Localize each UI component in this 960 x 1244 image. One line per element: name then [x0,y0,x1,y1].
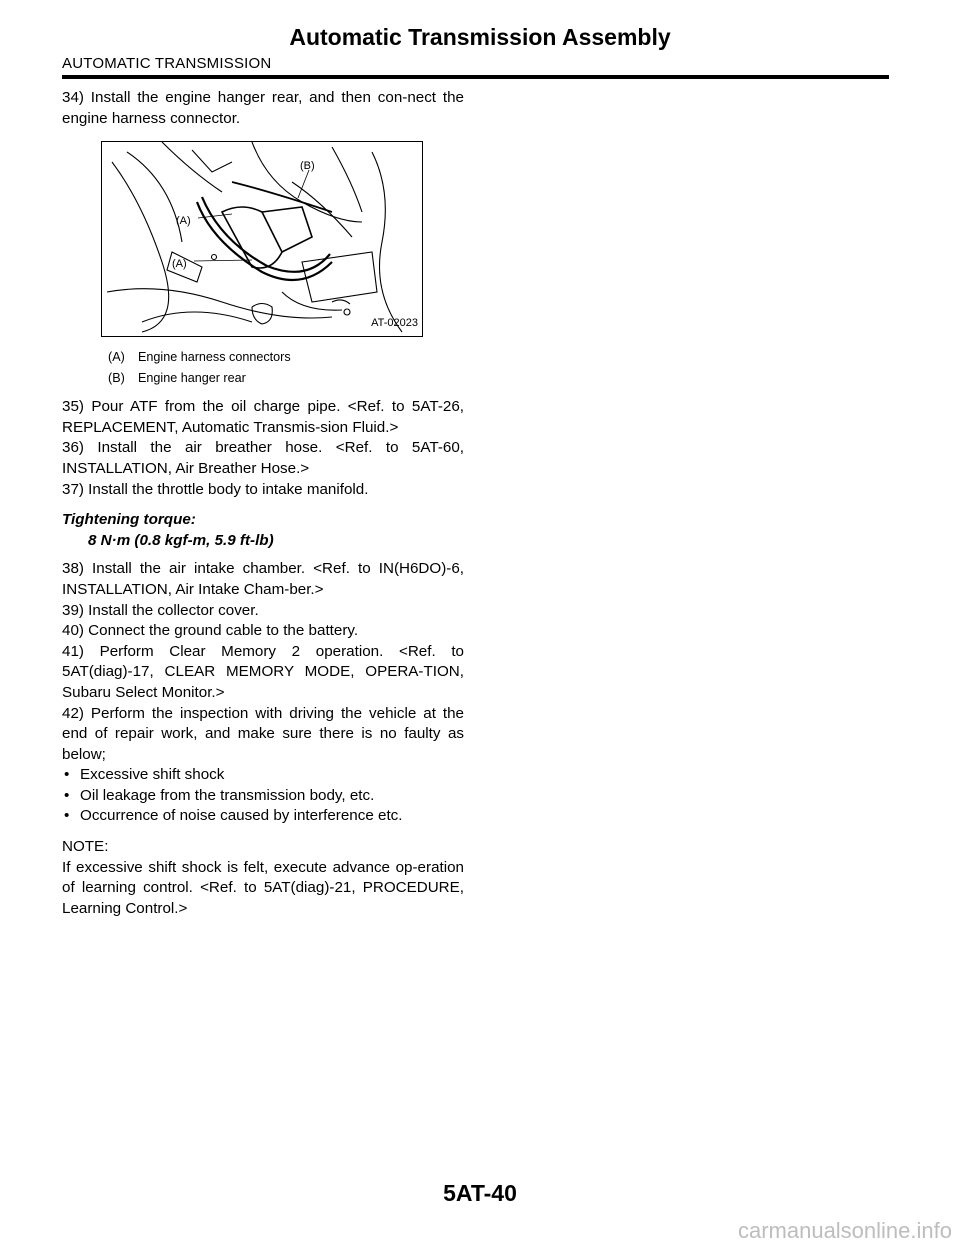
figure-id: AT-02023 [371,316,418,329]
legend-key: (B) [108,371,125,386]
inspection-list [62,765,464,827]
step-34: 34) Install the engine hanger rear, and then con-nect the engine harness connector. [62,89,464,127]
legend-text: Engine harness connectors [138,350,291,365]
figure-label-b: (B) [300,160,315,173]
figure-label-a-lower: (A) [172,258,187,271]
list-item: • Excessive shift shock [62,765,464,786]
list-item: • Oil leakage from the transmission body, etc. [62,786,464,807]
step-40: 40) Connect the ground cable to the battery. [62,622,359,640]
torque-value: 8 N·m (0.8 kgf-m, 5.9 ft-lb) [88,531,274,549]
step-38: 38) Install the air intake chamber. <Ref. to IN(H6DO)-6, INSTALLATION, Air Intake Cham-ber.> [62,560,464,598]
engine-illustration [102,142,421,335]
step-35: 35) Pour ATF from the oil charge pipe. <Ref. to 5AT-26, REPLACEMENT, Automatic Transmis-sion Fluid.> [62,398,464,436]
legend-row [108,368,464,389]
content-column [62,88,464,919]
step-41: 41) Perform Clear Memory 2 operation. <Ref. to 5AT(diag)-17, CLEAR MEMORY MODE, OPERA-TION, Subaru Select Monitor.> [62,642,464,701]
legend-row [108,347,464,368]
note-body: If excessive shift shock is felt, execute advance op-eration of learning control. <Ref. to 5AT(diag)-21, PROCEDURE, Learning Control.> [62,858,464,917]
figure-engine-harness [101,141,423,337]
legend-key: (A) [108,350,125,365]
step-37: 37) Install the throttle body to intake manifold. [62,480,369,498]
page-number: 5AT-40 [443,1180,517,1206]
figure-label-a-upper: (A) [176,215,191,228]
page-title: Automatic Transmission Assembly [289,24,671,50]
section-label: AUTOMATIC TRANSMISSION [62,55,272,72]
watermark: carmanualsonline.info [737,1218,952,1243]
list-item: • Occurrence of noise caused by interference etc. [62,806,464,827]
note-heading: NOTE: [62,838,109,856]
step-36: 36) Install the air breather hose. <Ref. to 5AT-60, INSTALLATION, Air Breather Hose.> [62,439,464,477]
torque-title: Tightening torque: [62,511,196,529]
step-42: 42) Perform the inspection with driving the vehicle at the end of repair work, and make sure there is no faulty as below; [62,704,464,763]
step-39: 39) Install the collector cover. [62,601,259,619]
legend-text: Engine hanger rear [138,371,246,386]
figure-legend [108,347,464,389]
header-rule [62,75,889,79]
